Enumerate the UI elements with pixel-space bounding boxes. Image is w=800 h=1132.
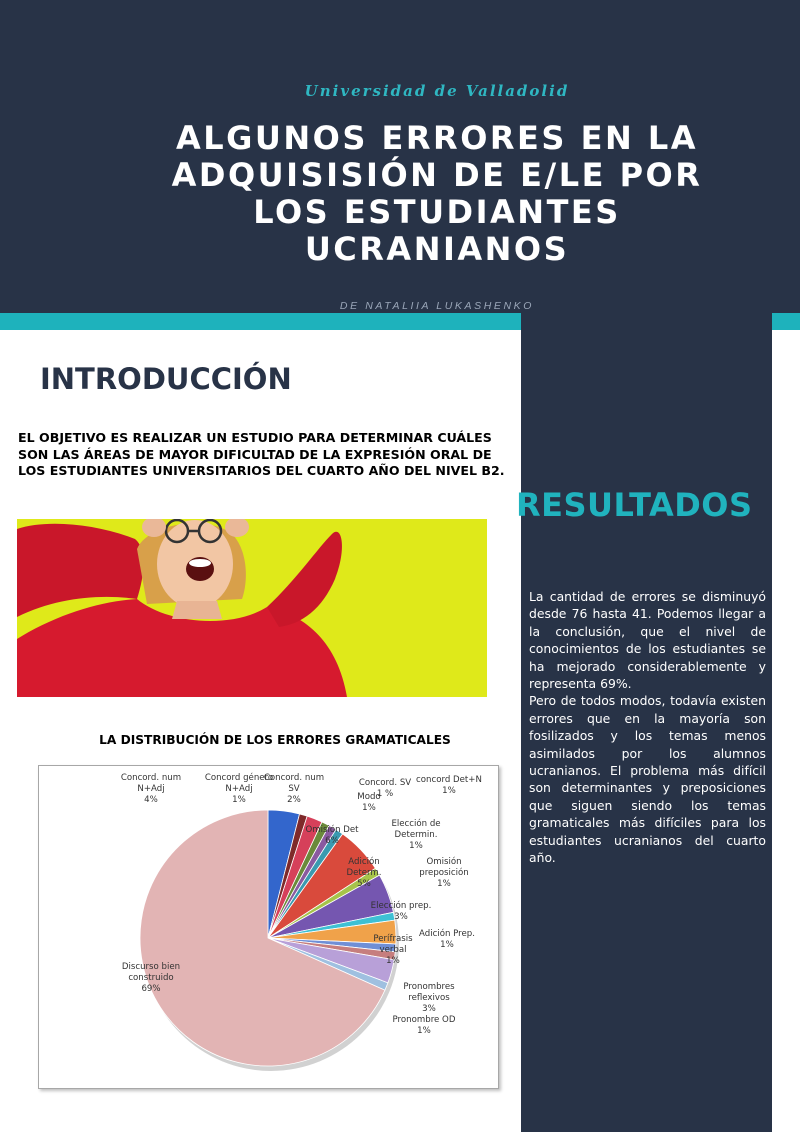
- student-photo: [17, 519, 487, 697]
- slice-label: Elección prep. 3%: [370, 901, 432, 922]
- chart-title: LA DISTRIBUCIÓN DE LOS ERRORES GRAMATICALES: [99, 733, 451, 747]
- slice-label: Discurso bien construido 69%: [121, 962, 181, 994]
- slice-label: Concord. SV 1 %: [358, 778, 412, 799]
- slice-label: Concord. num SV 2%: [263, 773, 325, 805]
- slice-label: Concord. num N+Adj 4%: [120, 773, 182, 805]
- slice-label: Pronombre OD 1%: [392, 1015, 456, 1036]
- poster-title: ALGUNOS ERRORES EN LA ADQUISISIÓN DE E/LE POR LOS ESTUDIANTES UCRANIANOS: [171, 119, 703, 268]
- slice-label: Omisión preposición 1%: [419, 857, 469, 889]
- slice-label: Elección de Determin. 1%: [391, 819, 441, 851]
- results-text: [529, 588, 766, 867]
- objective-text: EL OBJETIVO ES REALIZAR UN ESTUDIO PARA DETERMINAR CUÁLES SON LAS ÁREAS DE MAYOR DIFICULTAD DE LA EXPRESIÓN ORAL DE LOS ESTUDIANTES UNIVERSITARIOS DEL CUARTO AÑO DEL NIVEL B2.: [18, 430, 505, 478]
- slice-label: Modo 1%: [357, 792, 381, 813]
- slice-label: Adición Prep. 1%: [419, 929, 475, 950]
- pie-chart: [38, 765, 499, 1089]
- university-name: Universidad de Valladolid: [304, 82, 570, 100]
- slice-label: Omisión Det 6%: [305, 825, 359, 846]
- slice-label: Perífrasis verbal 1%: [373, 934, 413, 966]
- slice-label: Pronombres reflexivos 3%: [403, 982, 455, 1014]
- slice-label: Adición Determ. 5%: [346, 857, 382, 889]
- results-paragraph-2: Pero de todos modos, todavía existen errores que en la mayoría son fosilizados y los temas menos asimilados por los alumnos ucranianos. El problema más difícil son determinantes y preposiciones que siguen siendo los temas gramaticales más difíciles para los estudiantes ucranianos del cuarto año.: [529, 693, 766, 866]
- author-line: DE NATALIIA LUKASHENKO: [339, 300, 535, 312]
- results-paragraph-1: La cantidad de errores se disminuyó desde 76 hasta 41. Podemos llegar a la conclusión, que el nivel de conocimientos de los estudiantes se ha mejorado considerablemente y representa 69%.: [529, 589, 766, 692]
- slice-label: Concord género N+Adj 1%: [204, 773, 274, 805]
- slice-label: concord Det+N 1%: [416, 775, 482, 796]
- pie-chart-svg: [39, 766, 498, 1088]
- intro-heading: INTRODUCCIÓN: [40, 362, 292, 396]
- results-heading: RESULTADOS: [516, 486, 753, 524]
- student-illustration: [17, 519, 487, 697]
